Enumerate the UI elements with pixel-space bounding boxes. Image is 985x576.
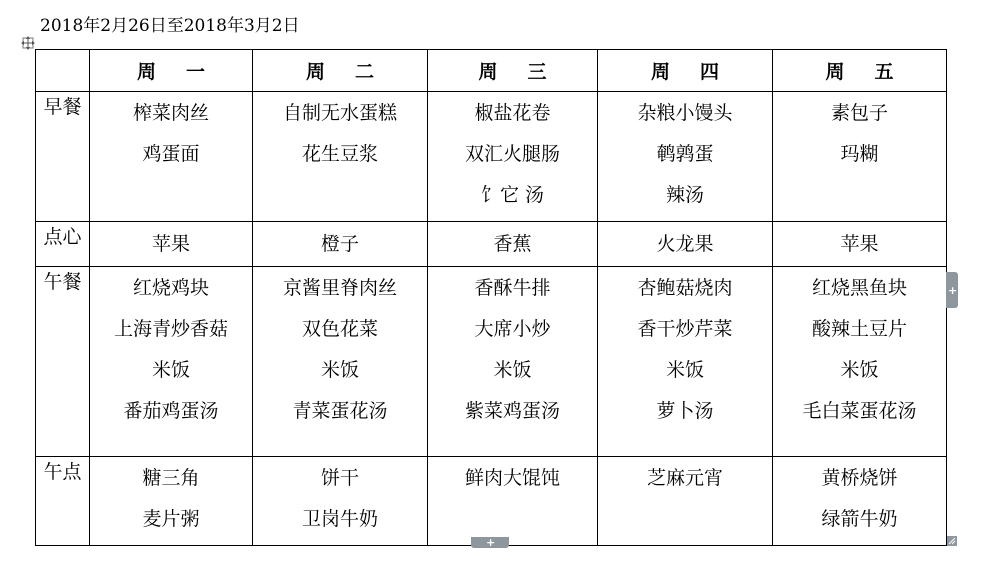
lunch-row — [36, 267, 947, 457]
dish: 米饭 — [493, 359, 532, 381]
dish: 杂粮小馒头 — [637, 102, 733, 124]
lunch-cell-fri[interactable] — [773, 267, 947, 457]
dish: 酸辣土豆片 — [811, 318, 907, 340]
corner-cell — [36, 50, 90, 92]
dish: 香酥牛排 — [474, 277, 551, 299]
day-header-mon: 周 一 — [90, 50, 253, 92]
dish: 绿箭牛奶 — [821, 508, 898, 530]
meal-label-breakfast: 早餐 — [36, 92, 90, 222]
dish: 大席小炒 — [474, 318, 551, 340]
plus-icon: + — [948, 284, 958, 297]
dish: 黄桥烧饼 — [821, 467, 898, 489]
dish: 红烧鸡块 — [132, 277, 209, 299]
dish: 玛糊 — [840, 143, 879, 165]
plus-icon: + — [486, 536, 496, 549]
snack-cell-mon[interactable]: 苹果 — [90, 222, 253, 267]
lunch-cell-mon[interactable] — [90, 267, 253, 457]
date-range-title: 2018年2月26日至2018年3月2日 — [40, 16, 300, 36]
dish: 香干炒芹菜 — [637, 318, 733, 340]
dish: 花生豆浆 — [301, 143, 378, 165]
dish: 鲜肉大馄饨 — [464, 467, 560, 489]
dish: 米饭 — [665, 359, 704, 381]
breakfast-cell-tue[interactable] — [253, 92, 428, 222]
dish: 米饭 — [840, 359, 879, 381]
meal-label-lunch: 午餐 — [36, 267, 90, 457]
afternoon-snack-row — [36, 457, 947, 546]
dish: 鹌鹑蛋 — [656, 143, 714, 165]
dish: 双汇火腿肠 — [464, 143, 560, 165]
afternoon-cell-mon[interactable] — [90, 457, 253, 546]
snack-row — [36, 222, 947, 267]
lunch-cell-thu[interactable] — [598, 267, 773, 457]
dish: 紫菜鸡蛋汤 — [464, 400, 560, 422]
breakfast-cell-fri[interactable] — [773, 92, 947, 222]
meal-label-afternoon: 午点 — [36, 457, 90, 546]
table-move-handle-icon[interactable] — [20, 35, 36, 51]
dish: 毛白菜蛋花汤 — [802, 400, 917, 422]
day-header-wed: 周 三 — [428, 50, 598, 92]
dish: 双色花菜 — [301, 318, 378, 340]
dish: 芝麻元宵 — [646, 467, 723, 489]
afternoon-cell-thu[interactable] — [598, 457, 773, 546]
breakfast-cell-thu[interactable] — [598, 92, 773, 222]
breakfast-cell-wed[interactable] — [428, 92, 598, 222]
dish: 辣汤 — [665, 184, 704, 206]
day-header-fri: 周 五 — [773, 50, 947, 92]
weekly-menu-table — [35, 49, 947, 549]
afternoon-cell-tue[interactable] — [253, 457, 428, 546]
add-row-button[interactable] — [471, 537, 509, 548]
dish: 青菜蛋花汤 — [292, 400, 388, 422]
dish: 榨菜肉丝 — [132, 102, 209, 124]
day-header-tue: 周 二 — [253, 50, 428, 92]
lunch-cell-tue[interactable] — [253, 267, 428, 457]
table-resize-handle-icon[interactable] — [947, 536, 957, 546]
snack-cell-tue[interactable]: 橙子 — [253, 222, 428, 267]
snack-cell-wed[interactable]: 香蕉 — [428, 222, 598, 267]
dish: 京酱里脊肉丝 — [282, 277, 397, 299]
dish: 卫岗牛奶 — [301, 508, 378, 530]
dish: 糖三角 — [142, 467, 200, 489]
snack-cell-thu[interactable]: 火龙果 — [598, 222, 773, 267]
dish: 红烧黑鱼块 — [811, 277, 907, 299]
dish: 饼干 — [320, 467, 359, 489]
dish: 番茄鸡蛋汤 — [123, 400, 219, 422]
dish: 麦片粥 — [142, 508, 200, 530]
dish: 米饭 — [320, 359, 359, 381]
dish: 鸡蛋面 — [142, 143, 200, 165]
dish: 上海青炒香菇 — [113, 318, 228, 340]
breakfast-row — [36, 92, 947, 222]
dish: 椒盐花卷 — [474, 102, 551, 124]
dish: 萝卜汤 — [656, 400, 714, 422]
day-header-thu: 周 四 — [598, 50, 773, 92]
lunch-cell-wed[interactable] — [428, 267, 598, 457]
breakfast-cell-mon[interactable] — [90, 92, 253, 222]
afternoon-cell-wed[interactable] — [428, 457, 598, 549]
dish: 饣它 汤 — [480, 184, 545, 206]
add-column-button[interactable] — [946, 272, 958, 308]
dish: 自制无水蛋糕 — [282, 102, 397, 124]
dish: 杏鲍菇烧肉 — [637, 277, 733, 299]
dish: 米饭 — [151, 359, 190, 381]
meal-label-snack: 点心 — [36, 222, 90, 267]
snack-cell-fri[interactable]: 苹果 — [773, 222, 947, 267]
dish: 素包子 — [830, 102, 888, 124]
day-header-row — [36, 50, 947, 92]
afternoon-cell-fri[interactable] — [773, 457, 947, 546]
